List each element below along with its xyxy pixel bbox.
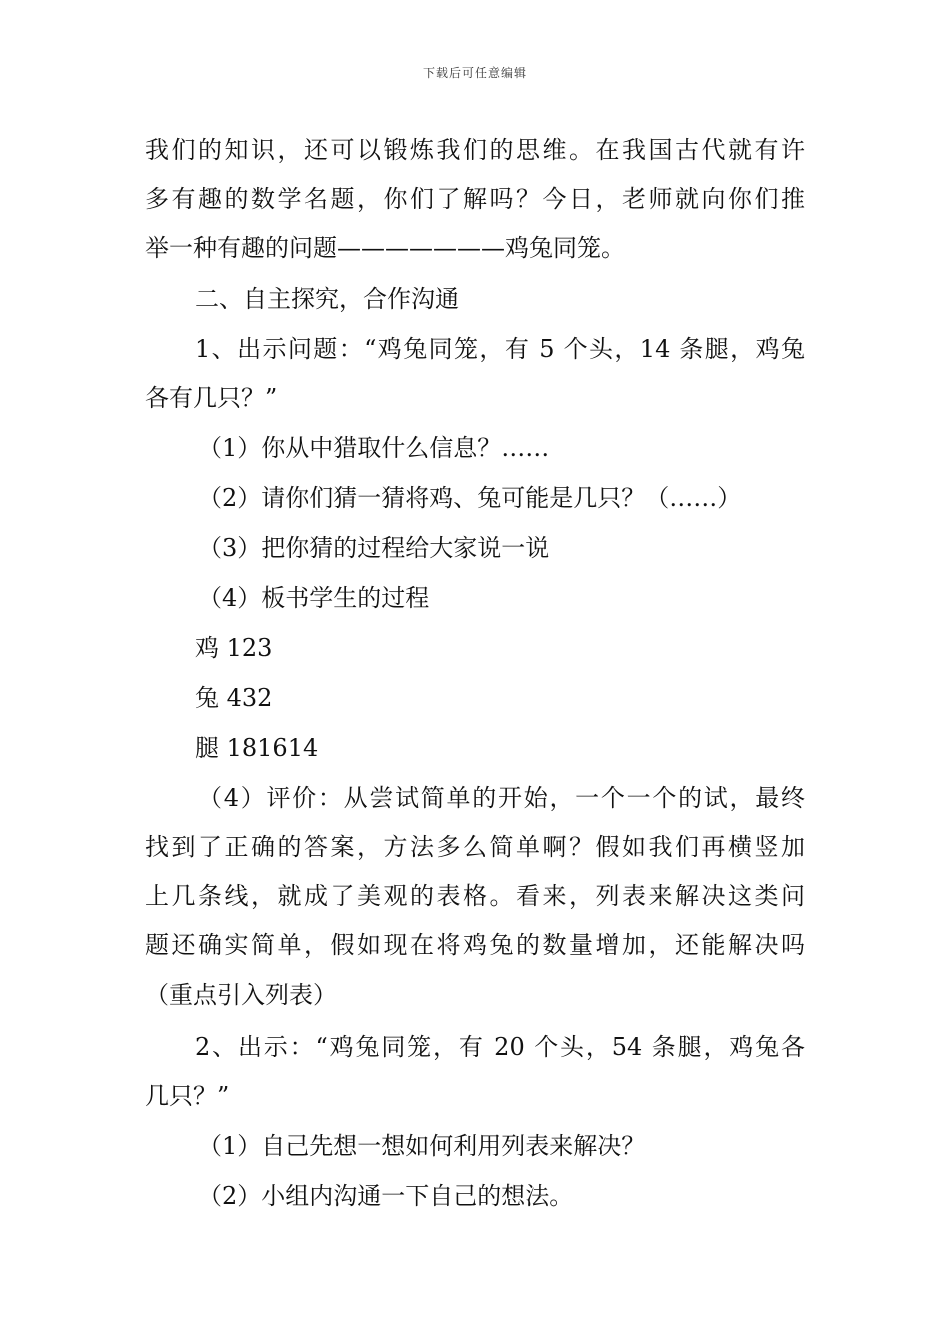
list-item: （2）请你们猜一猜将鸡、兔可能是几只？（……） [198,484,742,512]
paragraph-line: 几只？” [145,1082,230,1110]
list-item: （1）你从中猎取什么信息？…… [198,434,550,462]
paragraph-line: 各有几只？” [145,384,278,412]
table-row-legs: 腿 181614 [195,734,319,762]
list-item: （1）自己先想一想如何利用列表来解决？ [198,1132,646,1160]
paragraph-line: （重点引入列表） [145,981,337,1009]
paragraph-line: 多有趣的数学名题，你们了解吗？今日，老师就向你们推 [145,185,805,213]
header-note: 下载后可任意编辑 [422,66,527,80]
list-item: （4）板书学生的过程 [198,584,430,612]
paragraph-line: 1、出示问题：“鸡兔同笼，有 5 个头，14 条腿，鸡兔 [195,335,805,363]
table-row-rabbit: 兔 432 [195,684,273,712]
paragraph-line: 题还确实简单，假如现在将鸡兔的数量增加，还能解决吗 [145,931,805,959]
paragraph-line: 上几条线，就成了美观的表格。看来，列表来解决这类问 [145,882,805,910]
list-item: （3）把你猜的过程给大家说一说 [198,534,550,562]
paragraph-line: 举一种有趣的问题———————鸡兔同笼。 [145,234,625,262]
table-row-chicken: 鸡 123 [195,634,273,662]
paragraph-line: （4）评价：从尝试简单的开始，一个一个的试，最终 [198,784,805,812]
paragraph-line: 我们的知识，还可以锻炼我们的思维。在我国古代就有许 [145,136,805,164]
paragraph-line: 2、出示：“鸡兔同笼，有 20 个头，54 条腿，鸡兔各 [195,1033,805,1061]
list-item: （2）小组内沟通一下自己的想法。 [198,1182,574,1210]
section-heading: 二、自主探究，合作沟通 [195,285,459,313]
paragraph-line: 找到了正确的答案，方法多么简单啊？假如我们再横竖加 [145,833,805,861]
